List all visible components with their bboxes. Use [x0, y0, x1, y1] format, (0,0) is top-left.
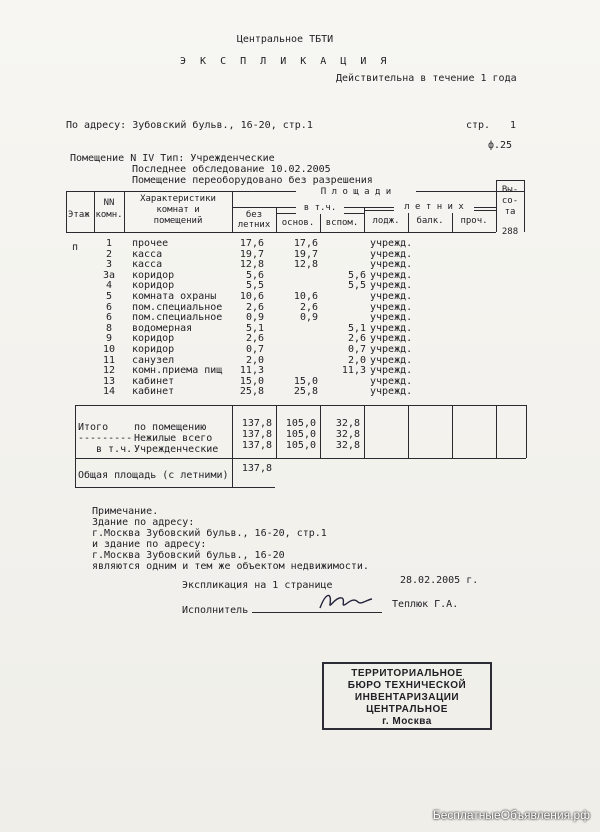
- stamp-line-2: БЮРО ТЕХНИЧЕСКОЙ: [347, 680, 467, 691]
- row-name: водомерная: [132, 323, 193, 334]
- stamp-line-4: ЦЕНТРАЛЬНОЕ: [366, 704, 448, 715]
- row-name: пом.специальное: [132, 302, 223, 313]
- row-number: 12: [102, 365, 116, 376]
- row-type: учрежд.: [370, 280, 413, 291]
- org-name: Центральное ТБТИ: [236, 34, 334, 45]
- stamp-line-3: ИНВЕНТАРИЗАЦИИ: [354, 692, 460, 703]
- executor-label: Исполнитель: [182, 605, 249, 616]
- bti-stamp: [322, 662, 492, 730]
- row-total-area: 15,0: [239, 376, 264, 387]
- col-char-3: помещений: [153, 216, 203, 226]
- signature-icon: [316, 590, 376, 612]
- row-aux-area: 5,5: [347, 280, 366, 291]
- row-total-area: 11,3: [239, 365, 264, 376]
- col-char-2: комнат и: [156, 205, 200, 215]
- row-main-area: 17,6: [293, 238, 318, 249]
- row-aux-area: 0,7: [347, 344, 366, 355]
- row-total-area: 0,7: [245, 344, 264, 355]
- row-total-area: 0,9: [245, 312, 264, 323]
- row-type: учрежд.: [370, 323, 413, 334]
- row-number: 1: [105, 238, 113, 249]
- premises-line-2: Последнее обследование 10.02.2005: [132, 164, 331, 175]
- row-name: коридор: [132, 344, 175, 355]
- col-without-1: без: [245, 210, 263, 220]
- row-main-area: 25,8: [293, 386, 318, 397]
- col-incl: в т.ч.: [296, 203, 344, 214]
- row-name: прочее: [132, 238, 169, 249]
- row-main-area: 15,0: [293, 376, 318, 387]
- row-number: 5: [105, 291, 113, 302]
- total-incl-label: в т.ч.: [96, 444, 133, 455]
- row-number: 11: [102, 355, 116, 366]
- col-height-2: со-: [501, 196, 519, 206]
- row-name: пом.специальное: [132, 312, 223, 323]
- row-number: 13: [102, 376, 116, 387]
- row-type: учрежд.: [370, 312, 413, 323]
- col-main: основ.: [281, 218, 315, 228]
- row-number: 6: [105, 302, 113, 313]
- col-floor: Этаж: [68, 210, 90, 220]
- row-total-area: 25,8: [239, 386, 264, 397]
- col-height-3: та: [504, 207, 516, 217]
- total-label: Итого: [78, 422, 109, 433]
- col-rooms: комн.: [95, 210, 123, 220]
- row-total-area: 2,0: [245, 355, 264, 366]
- floor-value: п: [72, 242, 79, 253]
- row-type: учрежд.: [370, 270, 413, 281]
- note-line-4: г.Москва Зубовский бульв., 16-20: [92, 550, 285, 561]
- row-number: 3а: [102, 270, 116, 281]
- row-main-area: 10,6: [293, 291, 318, 302]
- total-area-value: 137,8: [241, 463, 272, 474]
- row-type: учрежд.: [370, 291, 413, 302]
- col-areas: П л о щ а д и: [296, 187, 416, 198]
- row-name: коридор: [132, 333, 175, 344]
- row-aux-area: 11,3: [341, 365, 366, 376]
- row-number: 2: [105, 249, 113, 260]
- total-dashes: ---------: [78, 433, 133, 444]
- row-main-area: 2,6: [299, 302, 318, 313]
- col-balcony: балк.: [416, 216, 444, 226]
- col-nn: NN: [103, 198, 115, 208]
- row-type: учрежд.: [370, 344, 413, 355]
- row-total-area: 19,7: [239, 249, 264, 260]
- row-total-area: 12,8: [239, 259, 264, 270]
- stamp-line-5: г. Москва: [382, 716, 432, 727]
- col-height-1: Вы-: [501, 185, 519, 195]
- total-by-premise: по помещению: [134, 422, 207, 433]
- document-title: Э К С П Л И К А Ц И Я: [180, 56, 391, 67]
- row-number: 9: [105, 333, 113, 344]
- total-area-1: 137,8: [241, 418, 272, 429]
- row-aux-area: 5,6: [347, 270, 366, 281]
- premises-line-1: Помещение N IV Тип: Учрежденческие: [70, 153, 275, 164]
- row-number: 10: [102, 344, 116, 355]
- document-date: 28.02.2005 г.: [400, 575, 479, 586]
- row-number: 14: [102, 386, 116, 397]
- col-without-2: летних: [237, 220, 271, 230]
- row-main-area: 19,7: [293, 249, 318, 260]
- col-loggia: лодж.: [372, 216, 400, 226]
- total-area-label: Общая площадь (с летними): [78, 470, 229, 481]
- row-type: учрежд.: [370, 376, 413, 387]
- row-main-area: 0,9: [299, 312, 318, 323]
- row-number: 3: [105, 259, 113, 270]
- row-main-area: 12,8: [293, 259, 318, 270]
- row-aux-area: 2,6: [347, 333, 366, 344]
- row-total-area: 5,1: [245, 323, 264, 334]
- col-aux: вспом.: [325, 218, 359, 228]
- total-aux-1: 32,8: [335, 418, 360, 429]
- total-area-3: 137,8: [241, 440, 272, 451]
- note-line-3: и здание по адресу:: [92, 539, 207, 550]
- row-name: коридор: [132, 280, 175, 291]
- note-line-2: г.Москва Зубовский бульв., 16-20, стр.1: [92, 528, 327, 539]
- note-title: Примечание.: [92, 506, 159, 517]
- row-type: учрежд.: [370, 302, 413, 313]
- row-total-area: 5,5: [245, 280, 264, 291]
- row-total-area: 5,6: [245, 270, 264, 281]
- row-name: касса: [132, 249, 163, 260]
- row-number: 8: [105, 323, 113, 334]
- executor-name: Теплюк Г.А.: [392, 599, 459, 610]
- total-nonliving-label: Нежилые всего: [134, 433, 213, 444]
- col-other: проч.: [460, 216, 488, 226]
- row-type: учрежд.: [370, 249, 413, 260]
- pages-note: Экспликация на 1 странице: [182, 580, 333, 591]
- row-name: комната охраны: [132, 291, 217, 302]
- row-total-area: 10,6: [239, 291, 264, 302]
- premises-line-3: Помещение переоборудовано без разрешения: [132, 175, 373, 186]
- note-line-5: являются одним и тем же объектом недвижимости.: [92, 561, 369, 572]
- watermark: БесплатныеОбъявления.рф: [432, 808, 590, 822]
- row-number: 6: [105, 312, 113, 323]
- page-number: 1: [510, 120, 517, 131]
- row-type: учрежд.: [370, 365, 413, 376]
- total-aux-2: 32,8: [335, 429, 360, 440]
- row-total-area: 2,6: [245, 333, 264, 344]
- row-name: кабинет: [132, 386, 175, 397]
- row-aux-area: 5,1: [347, 323, 366, 334]
- row-name: санузел: [132, 355, 175, 366]
- total-main-3: 105,0: [285, 440, 316, 451]
- validity-note: Действительна в течение 1 года: [336, 73, 517, 84]
- row-name: кабинет: [132, 376, 175, 387]
- height-value: 288: [501, 227, 519, 237]
- row-type: учрежд.: [370, 333, 413, 344]
- address-line: По адресу: Зубовский бульв., 16-20, стр.1: [66, 120, 313, 131]
- row-aux-area: 2,0: [347, 355, 366, 366]
- page-label: стр.: [466, 120, 491, 131]
- col-summer: л е т н и х: [394, 202, 474, 213]
- row-name: коридор: [132, 270, 175, 281]
- total-aux-3: 32,8: [335, 440, 360, 451]
- row-type: учрежд.: [370, 386, 413, 397]
- total-main-2: 105,0: [285, 429, 316, 440]
- row-name: комн.приема пищ: [132, 365, 223, 376]
- row-type: учрежд.: [370, 355, 413, 366]
- row-type: учрежд.: [370, 259, 413, 270]
- row-number: 4: [105, 280, 113, 291]
- total-area-2: 137,8: [241, 429, 272, 440]
- total-main-1: 105,0: [285, 418, 316, 429]
- note-line-1: Здание по адресу:: [92, 517, 195, 528]
- row-name: касса: [132, 259, 163, 270]
- row-total-area: 2,6: [245, 302, 264, 313]
- total-office-label: Учрежденческие: [134, 444, 219, 455]
- form-code: ф.25: [488, 140, 513, 151]
- col-char-1: Характеристики: [140, 194, 216, 204]
- stamp-line-1: ТЕРРИТОРИАЛЬНОЕ: [351, 668, 463, 679]
- row-total-area: 17,6: [239, 238, 264, 249]
- row-type: учрежд.: [370, 238, 413, 249]
